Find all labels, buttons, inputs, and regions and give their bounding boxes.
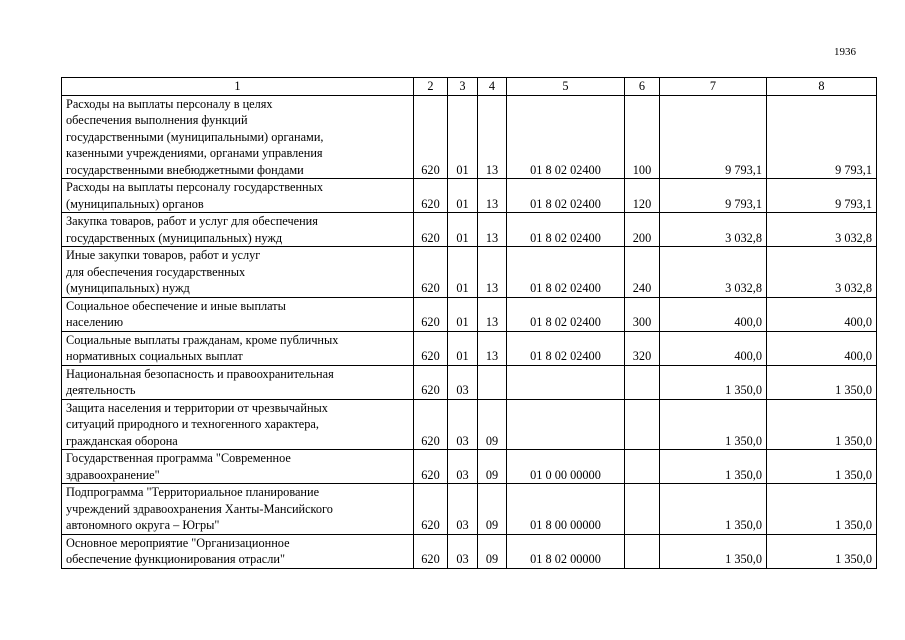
column-header: 2 [414, 78, 448, 96]
expense-type-code [625, 484, 660, 535]
row-description: Закупка товаров, работ и услуг для обеспечения государственных (муниципальных) нужд [62, 213, 414, 247]
ministry-code: 620 [414, 399, 448, 450]
target-article-code: 01 8 02 02400 [507, 179, 625, 213]
amount-year-1: 9 793,1 [660, 95, 767, 179]
row-description: Защита населения и территории от чрезвычайных ситуаций природного и техногенного характера, гражданская оборона [62, 399, 414, 450]
ministry-code: 620 [414, 534, 448, 568]
amount-year-1: 400,0 [660, 297, 767, 331]
subsection-code: 13 [478, 331, 507, 365]
row-description: Иные закупки товаров, работ и услуг для обеспечения государственных (муниципальных) нужд [62, 247, 414, 298]
page-number: 1936 [834, 46, 856, 58]
section-code: 03 [448, 399, 478, 450]
target-article-code: 01 8 02 02400 [507, 95, 625, 179]
amount-year-2: 1 350,0 [767, 484, 877, 535]
amount-year-2: 1 350,0 [767, 450, 877, 484]
amount-year-2: 400,0 [767, 297, 877, 331]
target-article-code: 01 8 02 02400 [507, 297, 625, 331]
amount-year-1: 1 350,0 [660, 399, 767, 450]
target-article-code [507, 399, 625, 450]
column-header: 5 [507, 78, 625, 96]
column-header: 4 [478, 78, 507, 96]
table-row [62, 213, 877, 247]
subsection-code [478, 365, 507, 399]
expense-type-code [625, 534, 660, 568]
ministry-code: 620 [414, 484, 448, 535]
section-code: 03 [448, 450, 478, 484]
expense-type-code: 100 [625, 95, 660, 179]
subsection-code: 13 [478, 247, 507, 298]
column-header: 8 [767, 78, 877, 96]
table-row [62, 247, 877, 298]
budget-table [61, 77, 877, 569]
table-row [62, 484, 877, 535]
subsection-code: 13 [478, 297, 507, 331]
expense-type-code: 240 [625, 247, 660, 298]
ministry-code: 620 [414, 179, 448, 213]
section-code: 01 [448, 247, 478, 298]
amount-year-1: 9 793,1 [660, 179, 767, 213]
target-article-code: 01 8 02 02400 [507, 213, 625, 247]
expense-type-code: 300 [625, 297, 660, 331]
section-code: 01 [448, 213, 478, 247]
table-row [62, 450, 877, 484]
ministry-code: 620 [414, 331, 448, 365]
ministry-code: 620 [414, 450, 448, 484]
header-row [62, 78, 877, 96]
row-description: Подпрограмма "Территориальное планирование учреждений здравоохранения Ханты-Мансийского автономного округа – Югры" [62, 484, 414, 535]
subsection-code: 09 [478, 450, 507, 484]
row-description: Социальное обеспечение и иные выплаты населению [62, 297, 414, 331]
column-header: 6 [625, 78, 660, 96]
amount-year-2: 3 032,8 [767, 247, 877, 298]
table-row [62, 297, 877, 331]
amount-year-2: 1 350,0 [767, 365, 877, 399]
amount-year-1: 1 350,0 [660, 365, 767, 399]
row-description: Расходы на выплаты персоналу государственных (муниципальных) органов [62, 179, 414, 213]
section-code: 03 [448, 484, 478, 535]
ministry-code: 620 [414, 95, 448, 179]
table-row [62, 179, 877, 213]
table-row [62, 331, 877, 365]
target-article-code: 01 8 02 02400 [507, 247, 625, 298]
subsection-code: 09 [478, 534, 507, 568]
table-row [62, 399, 877, 450]
expense-type-code [625, 365, 660, 399]
ministry-code: 620 [414, 247, 448, 298]
expense-type-code: 320 [625, 331, 660, 365]
row-description: Национальная безопасность и правоохранительная деятельность [62, 365, 414, 399]
subsection-code: 09 [478, 399, 507, 450]
section-code: 01 [448, 179, 478, 213]
row-description: Основное мероприятие "Организационное обеспечение функционирования отрасли" [62, 534, 414, 568]
target-article-code: 01 0 00 00000 [507, 450, 625, 484]
target-article-code: 01 8 02 00000 [507, 534, 625, 568]
column-header: 1 [62, 78, 414, 96]
amount-year-2: 3 032,8 [767, 213, 877, 247]
target-article-code [507, 365, 625, 399]
expense-type-code: 200 [625, 213, 660, 247]
ministry-code: 620 [414, 297, 448, 331]
ministry-code: 620 [414, 365, 448, 399]
column-header: 3 [448, 78, 478, 96]
amount-year-1: 1 350,0 [660, 534, 767, 568]
expense-type-code [625, 399, 660, 450]
subsection-code: 13 [478, 179, 507, 213]
amount-year-2: 400,0 [767, 331, 877, 365]
row-description: Социальные выплаты гражданам, кроме публичных нормативных социальных выплат [62, 331, 414, 365]
amount-year-2: 1 350,0 [767, 399, 877, 450]
expense-type-code [625, 450, 660, 484]
amount-year-1: 1 350,0 [660, 450, 767, 484]
section-code: 01 [448, 331, 478, 365]
subsection-code: 09 [478, 484, 507, 535]
table-row [62, 534, 877, 568]
subsection-code: 13 [478, 95, 507, 179]
table-row [62, 95, 877, 179]
table-row [62, 365, 877, 399]
column-header: 7 [660, 78, 767, 96]
section-code: 03 [448, 534, 478, 568]
subsection-code: 13 [478, 213, 507, 247]
section-code: 03 [448, 365, 478, 399]
expense-type-code: 120 [625, 179, 660, 213]
amount-year-1: 400,0 [660, 331, 767, 365]
amount-year-2: 9 793,1 [767, 95, 877, 179]
section-code: 01 [448, 297, 478, 331]
section-code: 01 [448, 95, 478, 179]
row-description: Государственная программа "Современное здравоохранение" [62, 450, 414, 484]
target-article-code: 01 8 00 00000 [507, 484, 625, 535]
target-article-code: 01 8 02 02400 [507, 331, 625, 365]
row-description: Расходы на выплаты персоналу в целях обеспечения выполнения функций государственными (муниципальными) органами, казенными учреждениями, органами управления государственными внебюджетными фондами [62, 95, 414, 179]
amount-year-2: 1 350,0 [767, 534, 877, 568]
amount-year-1: 1 350,0 [660, 484, 767, 535]
ministry-code: 620 [414, 213, 448, 247]
amount-year-1: 3 032,8 [660, 213, 767, 247]
amount-year-2: 9 793,1 [767, 179, 877, 213]
amount-year-1: 3 032,8 [660, 247, 767, 298]
